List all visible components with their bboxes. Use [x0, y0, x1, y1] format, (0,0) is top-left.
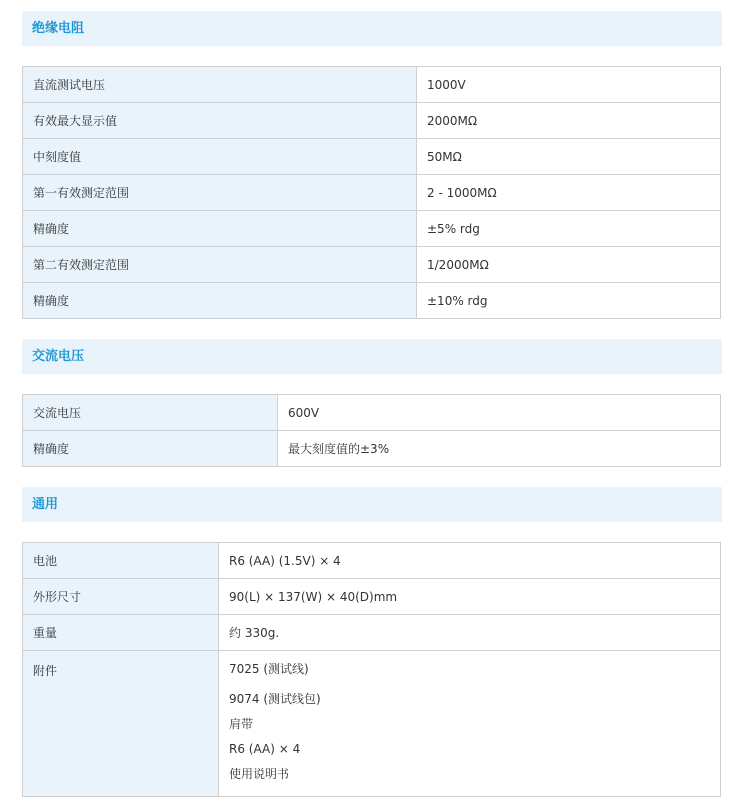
- row-value: ±10% rdg: [417, 283, 721, 319]
- section-header-ac-voltage: 交流电压: [22, 339, 722, 374]
- row-label: 第二有效测定范围: [23, 247, 417, 283]
- row-label: 精确度: [23, 431, 278, 467]
- row-label: 电池: [23, 543, 219, 579]
- table-row: [23, 431, 721, 467]
- row-value: 约 330g.: [219, 615, 721, 651]
- table-row: [23, 175, 721, 211]
- spec-table-general: [22, 542, 721, 797]
- row-value: R6 (AA) (1.5V) × 4: [219, 543, 721, 579]
- row-value: 50MΩ: [417, 139, 721, 175]
- row-value: 最大刻度值的±3%: [278, 431, 721, 467]
- row-label: 精确度: [23, 211, 417, 247]
- list-item: 7025 (测试线): [229, 662, 309, 676]
- table-row: [23, 283, 721, 319]
- table-row: [23, 247, 721, 283]
- spec-table-insulation: [22, 66, 721, 319]
- row-value: 1000V: [417, 67, 721, 103]
- row-label: 外形尺寸: [23, 579, 219, 615]
- row-value: 600V: [278, 395, 721, 431]
- row-label: 有效最大显示值: [23, 103, 417, 139]
- list-item: 9074 (测试线包): [229, 692, 321, 706]
- row-label: 直流测试电压: [23, 67, 417, 103]
- row-label: 附件: [23, 651, 219, 797]
- table-row: [23, 395, 721, 431]
- section-header-insulation: 绝缘电阻: [22, 11, 722, 46]
- list-item: 肩带: [229, 717, 254, 731]
- table-row: [23, 615, 721, 651]
- table-row: [23, 211, 721, 247]
- row-value: 1/2000MΩ: [417, 247, 721, 283]
- table-row: [23, 579, 721, 615]
- table-row: [23, 103, 721, 139]
- row-value: 90(L) × 137(W) × 40(D)mm: [219, 579, 721, 615]
- table-row: [23, 139, 721, 175]
- list-item: R6 (AA) × 4: [229, 742, 301, 756]
- row-label: 重量: [23, 615, 219, 651]
- section-header-general: 通用: [22, 487, 722, 522]
- row-label: 交流电压: [23, 395, 278, 431]
- spec-table-ac-voltage: [22, 394, 721, 467]
- row-value: 2 - 1000MΩ: [417, 175, 721, 211]
- row-label: 中刻度值: [23, 139, 417, 175]
- table-row: [23, 67, 721, 103]
- table-row: [23, 651, 721, 797]
- row-value: 2000MΩ: [417, 103, 721, 139]
- table-row: [23, 543, 721, 579]
- row-label: 精确度: [23, 283, 417, 319]
- row-label: 第一有效测定范围: [23, 175, 417, 211]
- list-item: 使用说明书: [229, 767, 290, 781]
- row-value: ±5% rdg: [417, 211, 721, 247]
- accessories-list: [219, 651, 721, 797]
